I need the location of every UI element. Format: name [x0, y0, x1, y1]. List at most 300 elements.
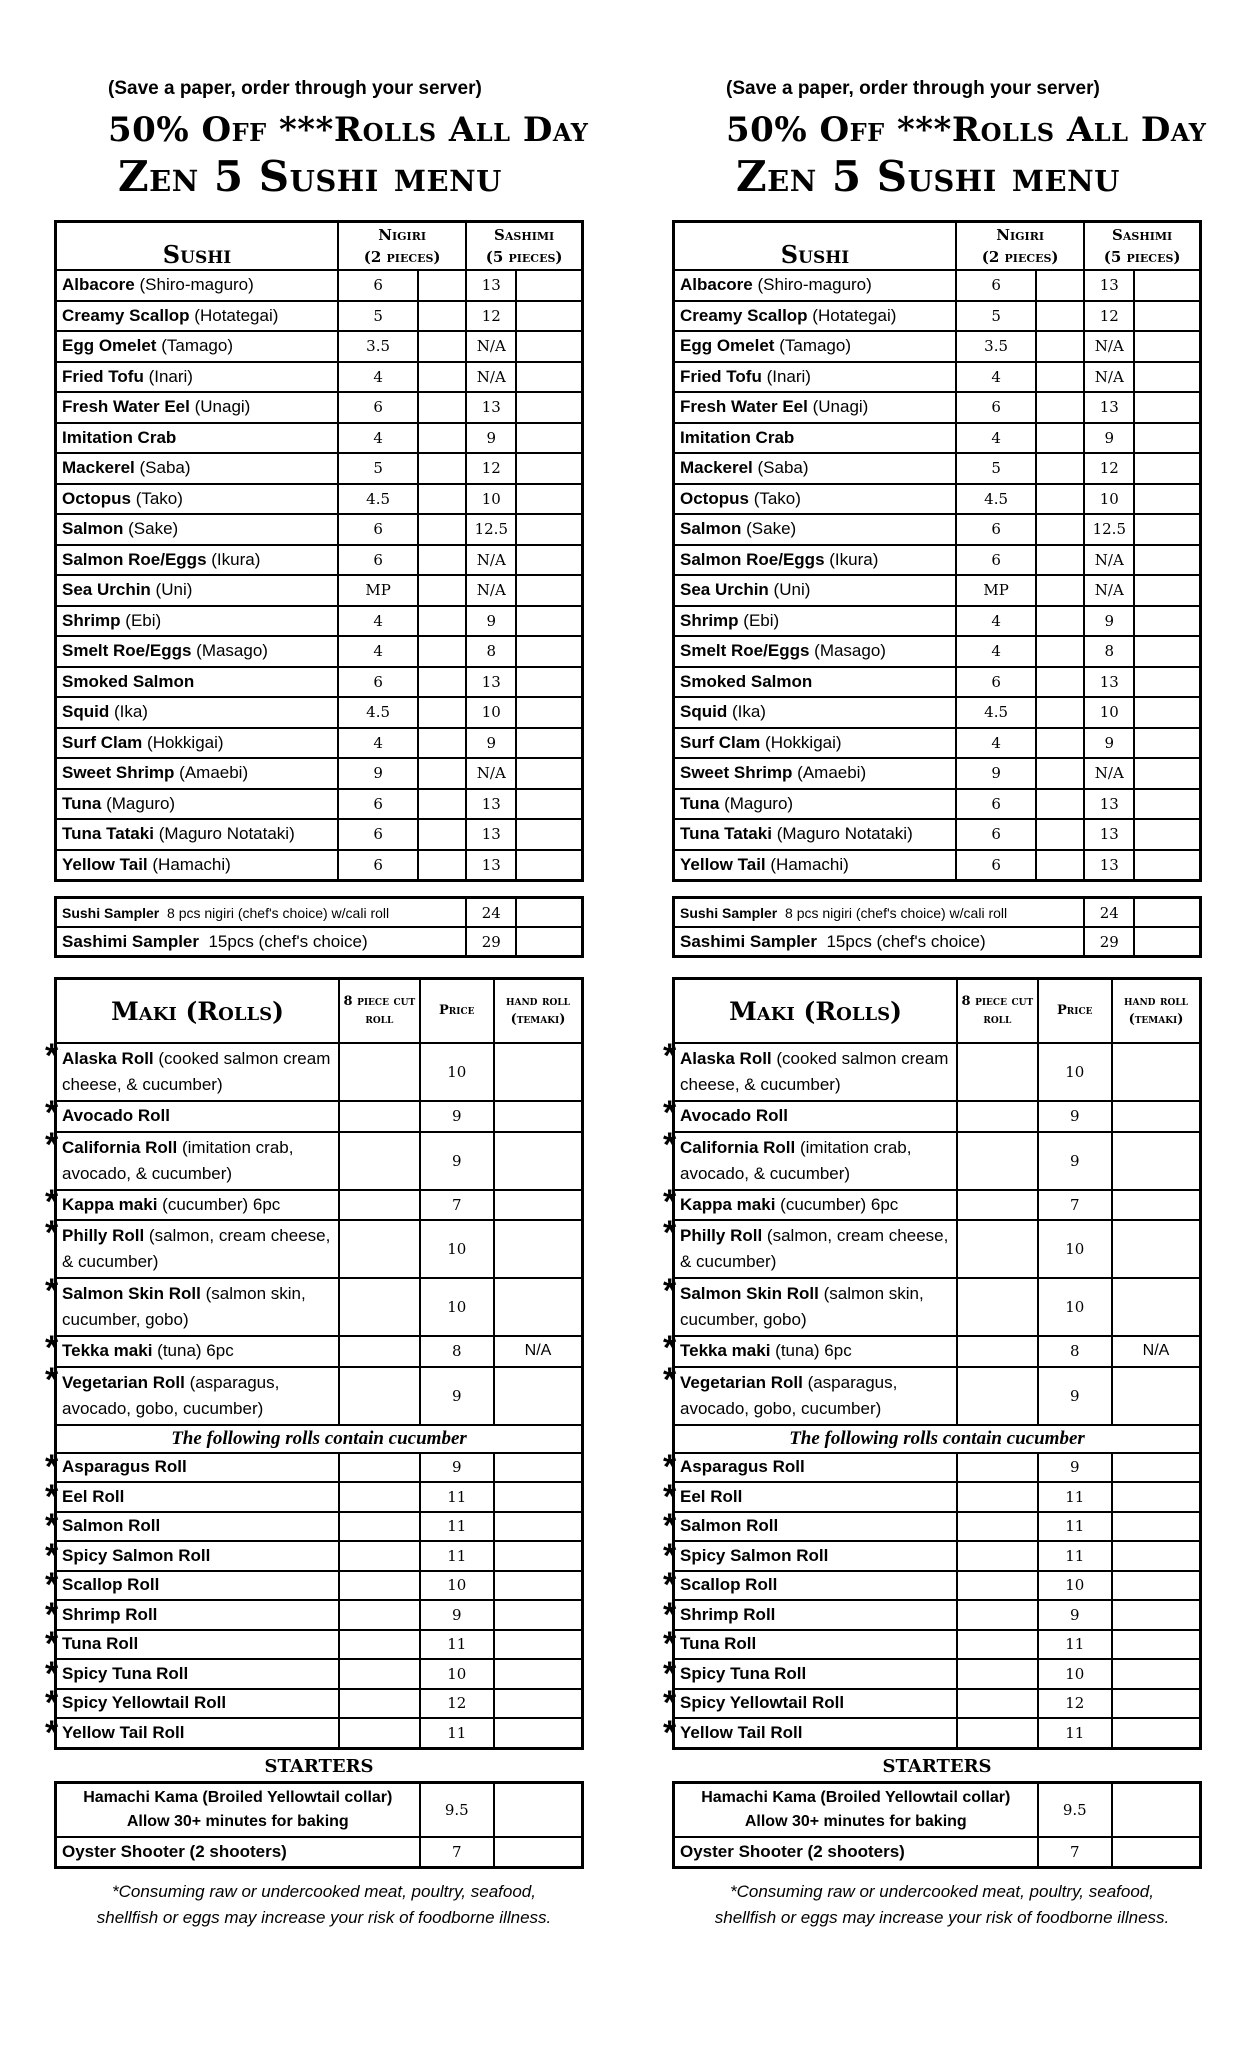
maki-item-name: * Yellow Tail Roll [674, 1718, 958, 1748]
nigiri-price: 4 [956, 728, 1036, 759]
sushi-item-name: Mackerel (Saba) [674, 453, 957, 484]
sushi-item-name: Smelt Roe/Eggs (Masago) [56, 636, 339, 667]
maki-item-name: * Salmon Roll [674, 1512, 958, 1542]
sushi-item-name: Creamy Scallop (Hotategai) [674, 301, 957, 332]
maki-row [56, 1718, 583, 1748]
starter-row [674, 1837, 1201, 1868]
maki-price: 10 [1038, 1659, 1112, 1689]
sashimi-price: 10 [466, 484, 516, 515]
sashimi-price: 10 [1084, 697, 1134, 728]
maki-price: 9 [420, 1101, 494, 1132]
sashimi-sampler-price: 29 [1084, 927, 1134, 957]
maki-row [56, 1132, 583, 1190]
nigiri-header [338, 222, 466, 271]
maki-item-name: * Yellow Tail Roll [56, 1718, 340, 1748]
hand-roll-price [1112, 1278, 1201, 1336]
sushi-item-name: Albacore (Shiro-maguro) [674, 270, 957, 301]
sushi-row [56, 789, 583, 820]
sashimi-price: 9 [1084, 423, 1134, 454]
maki-row [56, 1367, 583, 1425]
maki-item-name: * Kappa maki (cucumber) 6pc [674, 1190, 958, 1221]
maki-price: 10 [420, 1220, 494, 1278]
maki-item-name: * Salmon Skin Roll (salmon skin, cucumber, gobo) [56, 1278, 340, 1336]
nigiri-price: 6 [338, 545, 418, 576]
sashimi-price: N/A [1084, 758, 1134, 789]
maki-heading: Maki (Rolls) [674, 979, 958, 1044]
sushi-item-name: Smoked Salmon [674, 667, 957, 698]
sashimi-price: 9 [466, 423, 516, 454]
sashimi-price: N/A [1084, 331, 1134, 362]
maki-header-row [56, 979, 583, 1044]
sushi-item-name: Tuna Tataki (Maguro Notataki) [674, 819, 957, 850]
nigiri-price: 4 [338, 362, 418, 393]
asterisk-mark: * [45, 1037, 59, 1075]
asterisk-mark: * [45, 1625, 59, 1664]
maki-item-name: * Tuna Roll [674, 1630, 958, 1660]
sushi-sampler-price: 24 [1084, 898, 1134, 928]
sushi-item-name: Salmon Roe/Eggs (Ikura) [674, 545, 957, 576]
sashimi-price: N/A [466, 575, 516, 606]
sushi-item-name: Shrimp (Ebi) [674, 606, 957, 637]
hand-roll-price [1112, 1043, 1201, 1101]
asterisk-mark: * [663, 1477, 677, 1516]
maki-row [674, 1101, 1201, 1132]
sushi-row [674, 453, 1201, 484]
sashimi-sampler-name: Sashimi Sampler 15pcs (chef's choice) [674, 927, 1085, 957]
maki-heading: Maki (Rolls) [56, 979, 340, 1044]
maki-price: 11 [420, 1482, 494, 1512]
sushi-item-name: Octopus (Tako) [674, 484, 957, 515]
starters-table [54, 1781, 584, 1869]
maki-price: 11 [1038, 1718, 1112, 1748]
nigiri-sub: (2 pieces) [363, 248, 441, 266]
cucumber-note-row [56, 1425, 583, 1453]
sushi-row [674, 819, 1201, 850]
nigiri-price: MP [338, 575, 418, 606]
sashimi-price: 9 [466, 728, 516, 759]
nigiri-price: 6 [956, 819, 1036, 850]
sushi-item-name: Salmon Roe/Eggs (Ikura) [56, 545, 339, 576]
sushi-row [56, 819, 583, 850]
nigiri-price: 6 [338, 270, 418, 301]
asterisk-mark: * [663, 1713, 677, 1752]
maki-item-name: * Spicy Salmon Roll [56, 1541, 340, 1571]
sashimi-price: 12 [466, 301, 516, 332]
starter-price: 7 [420, 1837, 494, 1868]
nigiri-price: 4 [956, 606, 1036, 637]
hand-roll-price [1112, 1132, 1201, 1190]
nigiri-price: 4 [338, 606, 418, 637]
sushi-item-name: Imitation Crab [674, 423, 957, 454]
sashimi-price: 13 [1084, 270, 1134, 301]
nigiri-price: 5 [338, 453, 418, 484]
maki-row [56, 1571, 583, 1601]
starter-name: Oyster Shooter (2 shooters) [674, 1837, 1038, 1868]
asterisk-mark: * [663, 1654, 677, 1693]
maki-row [674, 1482, 1201, 1512]
asterisk-mark: * [663, 1625, 677, 1664]
promo-banner: 50% Off ***Rolls All Day [726, 110, 1207, 150]
sushi-row [56, 728, 583, 759]
sushi-row [674, 514, 1201, 545]
sashimi-sub: (5 pieces) [485, 248, 563, 266]
maki-item-name: * California Roll (imitation crab, avocado, & cucumber) [674, 1132, 958, 1190]
maki-row [56, 1659, 583, 1689]
hand-roll-price [1112, 1190, 1201, 1221]
asterisk-mark: * [45, 1507, 59, 1546]
maki-row [674, 1336, 1201, 1367]
starter-price: 9.5 [1038, 1783, 1112, 1838]
sushi-row [674, 636, 1201, 667]
nigiri-price: 4.5 [956, 484, 1036, 515]
starter-name: Hamachi Kama (Broiled Yellowtail collar) Allow 30+ minutes for baking [674, 1783, 1038, 1838]
sushi-item-name: Squid (Ika) [56, 697, 339, 728]
asterisk-mark: * [45, 1360, 59, 1399]
asterisk-mark: * [45, 1214, 59, 1252]
hand-roll-price [1112, 1220, 1201, 1278]
sushi-row [674, 392, 1201, 423]
maki-item-name: * Spicy Tuna Roll [56, 1659, 340, 1689]
menu-title: Zen 5 Sushi menu [118, 152, 502, 201]
sushi-item-name: Sea Urchin (Uni) [674, 575, 957, 606]
starter-row [56, 1783, 583, 1838]
nigiri-price: 5 [338, 301, 418, 332]
nigiri-price: 3.5 [338, 331, 418, 362]
maki-item-name: * Tuna Roll [56, 1630, 340, 1660]
price-header: Price [420, 979, 494, 1044]
sushi-row [56, 697, 583, 728]
nigiri-price: 4 [956, 362, 1036, 393]
starters-table [672, 1781, 1202, 1869]
sushi-row [674, 484, 1201, 515]
sashimi-price: 10 [1084, 484, 1134, 515]
hand-roll-price [1112, 1367, 1201, 1425]
sashimi-price: 12 [1084, 301, 1134, 332]
sushi-row [674, 758, 1201, 789]
sushi-row [56, 545, 583, 576]
nigiri-price: 6 [956, 667, 1036, 698]
sushi-item-name: Egg Omelet (Tamago) [674, 331, 957, 362]
sampler-row [56, 898, 583, 928]
hand-roll-price [494, 1367, 583, 1425]
nigiri-price: 4.5 [956, 697, 1036, 728]
sushi-header-row [674, 222, 1201, 271]
cut-roll-header: 8 piece cut roll [957, 979, 1037, 1044]
maki-row [674, 1278, 1201, 1336]
maki-item-name: * Spicy Yellowtail Roll [56, 1689, 340, 1719]
sushi-row [56, 453, 583, 484]
sashimi-price: N/A [466, 362, 516, 393]
maki-price: 7 [420, 1190, 494, 1221]
sushi-row [674, 728, 1201, 759]
nigiri-label: Nigiri [996, 226, 1044, 244]
maki-row [674, 1367, 1201, 1425]
sushi-item-name: Squid (Ika) [674, 697, 957, 728]
maki-item-name: * Philly Roll (salmon, cream cheese, & cucumber) [674, 1220, 958, 1278]
nigiri-price: 6 [956, 850, 1036, 881]
promo-banner: 50% Off ***Rolls All Day [108, 110, 589, 150]
maki-price: 9 [1038, 1453, 1112, 1483]
sashimi-price: 12.5 [466, 514, 516, 545]
sashimi-price: 12.5 [1084, 514, 1134, 545]
hand-roll-header: hand roll (temaki) [494, 979, 583, 1044]
sashimi-header [1084, 222, 1200, 271]
sashimi-price: N/A [466, 331, 516, 362]
asterisk-mark: * [663, 1272, 677, 1310]
maki-row [56, 1482, 583, 1512]
sushi-row [674, 331, 1201, 362]
sushi-row [56, 484, 583, 515]
asterisk-mark: * [45, 1448, 59, 1487]
nigiri-price: 5 [956, 301, 1036, 332]
sushi-row [674, 667, 1201, 698]
maki-row [674, 1630, 1201, 1660]
nigiri-price: 6 [338, 392, 418, 423]
sampler-row [674, 898, 1201, 928]
asterisk-mark: * [663, 1507, 677, 1546]
nigiri-price: 6 [956, 789, 1036, 820]
maki-item-name: * Shrimp Roll [674, 1600, 958, 1630]
maki-item-name: * Asparagus Roll [56, 1453, 340, 1483]
order-note: (Save a paper, order through your server) [108, 78, 482, 99]
asterisk-mark: * [663, 1595, 677, 1634]
maki-price: 8 [420, 1336, 494, 1367]
asterisk-mark: * [663, 1037, 677, 1075]
maki-item-name: * Avocado Roll [56, 1101, 340, 1132]
maki-item-name: * Scallop Roll [674, 1571, 958, 1601]
sushi-row [674, 270, 1201, 301]
maki-item-name: * Eel Roll [674, 1482, 958, 1512]
nigiri-price: 6 [956, 514, 1036, 545]
nigiri-price: 6 [956, 545, 1036, 576]
sushi-item-name: Salmon (Sake) [56, 514, 339, 545]
asterisk-mark: * [45, 1329, 59, 1368]
sushi-row [56, 575, 583, 606]
sashimi-price: 13 [466, 392, 516, 423]
hand-roll-price: N/A [1112, 1336, 1201, 1367]
nigiri-price: 9 [338, 758, 418, 789]
maki-row [674, 1190, 1201, 1221]
sashimi-price: N/A [1084, 545, 1134, 576]
sushi-row [56, 270, 583, 301]
maki-price: 12 [1038, 1689, 1112, 1719]
sushi-item-name: Creamy Scallop (Hotategai) [56, 301, 339, 332]
sushi-row [56, 331, 583, 362]
sampler-table [672, 896, 1202, 958]
price-header: Price [1038, 979, 1112, 1044]
sushi-heading: Sushi [56, 222, 339, 271]
sushi-row [674, 362, 1201, 393]
sashimi-sub: (5 pieces) [1103, 248, 1181, 266]
sushi-row [56, 850, 583, 881]
sushi-item-name: Mackerel (Saba) [56, 453, 339, 484]
sushi-item-name: Smelt Roe/Eggs (Masago) [674, 636, 957, 667]
maki-table [45, 977, 584, 1752]
maki-row [56, 1630, 583, 1660]
sushi-table [672, 220, 1202, 882]
maki-item-name: * Spicy Yellowtail Roll [674, 1689, 958, 1719]
sashimi-sampler-name: Sashimi Sampler 15pcs (chef's choice) [56, 927, 467, 957]
food-safety-disclaimer: *Consuming raw or undercooked meat, poultry, seafood, shellfish or eggs may increase your risk of foodborne illness. [714, 1882, 1170, 1927]
nigiri-price: 4 [338, 423, 418, 454]
asterisk-mark: * [663, 1360, 677, 1399]
maki-price: 10 [420, 1278, 494, 1336]
order-note: (Save a paper, order through your server) [726, 78, 1100, 99]
maki-row [56, 1190, 583, 1221]
nigiri-price: 4 [338, 728, 418, 759]
maki-row [674, 1718, 1201, 1748]
asterisk-mark: * [663, 1684, 677, 1723]
sushi-sampler-price: 24 [466, 898, 516, 928]
maki-item-name: * Salmon Skin Roll (salmon skin, cucumber, gobo) [674, 1278, 958, 1336]
starter-price: 7 [1038, 1837, 1112, 1868]
asterisk-mark: * [45, 1094, 59, 1133]
asterisk-mark: * [663, 1214, 677, 1252]
sushi-item-name: Smoked Salmon [56, 667, 339, 698]
maki-price: 9 [1038, 1600, 1112, 1630]
maki-price: 11 [420, 1541, 494, 1571]
starter-row [56, 1837, 583, 1868]
nigiri-price: 3.5 [956, 331, 1036, 362]
maki-row [56, 1336, 583, 1367]
maki-item-name: * Alaska Roll (cooked salmon cream cheese, & cucumber) [56, 1043, 340, 1101]
maki-row [56, 1689, 583, 1719]
asterisk-mark: * [45, 1713, 59, 1752]
hand-roll-price [494, 1278, 583, 1336]
hand-roll-header: hand roll (temaki) [1112, 979, 1201, 1044]
asterisk-mark: * [663, 1448, 677, 1487]
maki-row [56, 1278, 583, 1336]
sashimi-price: 9 [1084, 728, 1134, 759]
starter-row [674, 1783, 1201, 1838]
sampler-row [674, 927, 1201, 957]
starters-title: STARTERS [882, 1756, 992, 1777]
maki-item-name: * Spicy Salmon Roll [674, 1541, 958, 1571]
sushi-row [56, 667, 583, 698]
asterisk-mark: * [45, 1536, 59, 1575]
maki-price: 10 [1038, 1043, 1112, 1101]
maki-row [674, 1220, 1201, 1278]
sushi-item-name: Fried Tofu (Inari) [674, 362, 957, 393]
sushi-item-name: Albacore (Shiro-maguro) [56, 270, 339, 301]
sashimi-price: 13 [466, 789, 516, 820]
maki-price: 10 [1038, 1278, 1112, 1336]
maki-item-name: * Shrimp Roll [56, 1600, 340, 1630]
sushi-item-name: Sea Urchin (Uni) [56, 575, 339, 606]
sushi-item-name: Salmon (Sake) [674, 514, 957, 545]
maki-item-name: * Alaska Roll (cooked salmon cream cheese, & cucumber) [674, 1043, 958, 1101]
nigiri-price: 6 [338, 789, 418, 820]
starter-price: 9.5 [420, 1783, 494, 1838]
maki-price: 9 [420, 1600, 494, 1630]
hand-roll-price [494, 1220, 583, 1278]
sushi-row [674, 575, 1201, 606]
sushi-row [56, 606, 583, 637]
sushi-heading: Sushi [674, 222, 957, 271]
maki-price: 10 [1038, 1220, 1112, 1278]
starter-name: Hamachi Kama (Broiled Yellowtail collar) Allow 30+ minutes for baking [56, 1783, 420, 1838]
maki-price: 9 [1038, 1101, 1112, 1132]
cucumber-note-row [674, 1425, 1201, 1453]
sashimi-label: Sashimi [1112, 226, 1173, 244]
hand-roll-price [494, 1043, 583, 1101]
nigiri-price: 9 [956, 758, 1036, 789]
asterisk-mark: * [663, 1536, 677, 1575]
sushi-row [56, 392, 583, 423]
nigiri-price: 4 [338, 636, 418, 667]
sashimi-price: 12 [1084, 453, 1134, 484]
sashimi-price: 9 [1084, 606, 1134, 637]
sushi-header-row [56, 222, 583, 271]
sashimi-price: 13 [466, 850, 516, 881]
maki-price: 12 [420, 1689, 494, 1719]
asterisk-mark: * [45, 1654, 59, 1693]
maki-row [56, 1453, 583, 1483]
nigiri-price: 5 [956, 453, 1036, 484]
maki-price: 9 [1038, 1367, 1112, 1425]
sushi-item-name: Fried Tofu (Inari) [56, 362, 339, 393]
maki-price: 11 [420, 1512, 494, 1542]
maki-row [674, 1541, 1201, 1571]
asterisk-mark: * [45, 1182, 59, 1221]
maki-row [674, 1132, 1201, 1190]
nigiri-price: 6 [338, 850, 418, 881]
nigiri-price: 6 [338, 667, 418, 698]
sashimi-price: 13 [1084, 789, 1134, 820]
sashimi-price: 12 [466, 453, 516, 484]
sushi-item-name: Yellow Tail (Hamachi) [674, 850, 957, 881]
nigiri-label: Nigiri [378, 226, 426, 244]
nigiri-price: 6 [338, 514, 418, 545]
maki-item-name: * Philly Roll (salmon, cream cheese, & cucumber) [56, 1220, 340, 1278]
maki-price: 8 [1038, 1336, 1112, 1367]
hand-roll-price: N/A [494, 1336, 583, 1367]
maki-item-name: * Eel Roll [56, 1482, 340, 1512]
sushi-item-name: Tuna (Maguro) [674, 789, 957, 820]
sushi-row [56, 362, 583, 393]
starter-name: Oyster Shooter (2 shooters) [56, 1837, 420, 1868]
maki-item-name: * Asparagus Roll [674, 1453, 958, 1483]
sashimi-price: 13 [466, 270, 516, 301]
sashimi-price: 8 [466, 636, 516, 667]
sushi-row [56, 514, 583, 545]
asterisk-mark: * [663, 1566, 677, 1605]
asterisk-mark: * [663, 1329, 677, 1368]
nigiri-price: 6 [956, 270, 1036, 301]
maki-price: 9 [1038, 1132, 1112, 1190]
maki-price: 10 [420, 1571, 494, 1601]
maki-row [56, 1512, 583, 1542]
maki-price: 9 [420, 1453, 494, 1483]
asterisk-mark: * [663, 1182, 677, 1221]
maki-item-name: * Salmon Roll [56, 1512, 340, 1542]
sashimi-price: 13 [466, 819, 516, 850]
sashimi-price: N/A [1084, 575, 1134, 606]
maki-row [56, 1220, 583, 1278]
sashimi-price: 13 [1084, 392, 1134, 423]
sashimi-price: 10 [466, 697, 516, 728]
asterisk-mark: * [45, 1595, 59, 1634]
maki-price: 11 [1038, 1512, 1112, 1542]
hand-roll-price [494, 1101, 583, 1132]
asterisk-mark: * [663, 1094, 677, 1133]
sushi-row [674, 606, 1201, 637]
maki-header-row [674, 979, 1201, 1044]
maki-price: 11 [1038, 1482, 1112, 1512]
maki-row [674, 1512, 1201, 1542]
nigiri-price: 4 [956, 423, 1036, 454]
sushi-item-name: Egg Omelet (Tamago) [56, 331, 339, 362]
